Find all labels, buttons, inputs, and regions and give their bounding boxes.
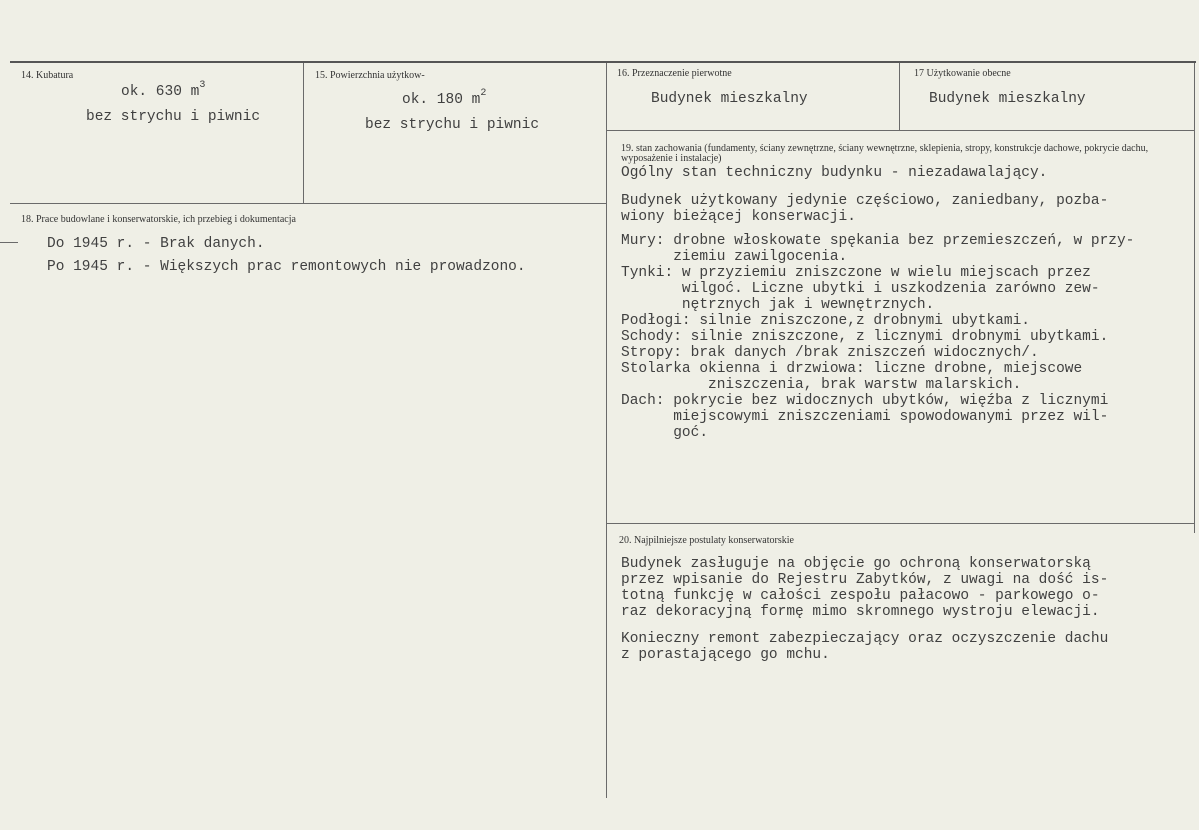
detail-line: Stropy: brak danych /brak zniszczeń widocznych/. bbox=[621, 345, 1039, 361]
margin-tick bbox=[0, 242, 18, 243]
rule-above-20 bbox=[606, 523, 1195, 524]
field-19-label: 19. stan zachowania (fundamenty, ściany zewnętrzne, ściany wewnętrzne, sklepienia, stropy, konstrukcje dachowe, pokrycie dachu, wyposażenie i instalacje) bbox=[621, 143, 1149, 164]
field-16-label: 16. Przeznaczenie pierwotne bbox=[617, 68, 732, 79]
field-20-label: 20. Najpilniejsze postulaty konserwatorskie bbox=[619, 535, 794, 546]
top-border bbox=[10, 61, 1196, 63]
field-20-line: z porastającego go mchu. bbox=[621, 647, 830, 663]
detail-line: Stolarka okienna i drzwiowa: liczne drobne, miejscowe bbox=[621, 361, 1083, 377]
divider-main bbox=[606, 63, 607, 798]
detail-line: Mury: drobne włoskowate spękania bez przemieszczeń, w przy- bbox=[621, 233, 1135, 249]
field-14-number: ok. 630 m bbox=[121, 84, 200, 100]
detail-line: wilgoć. Liczne ubytki i uszkodzenia zarówno zew- bbox=[621, 281, 1100, 297]
field-18-line-1: Do 1945 r. - Brak danych. bbox=[47, 236, 265, 252]
detail-line: nętrznych jak i wewnętrznych. bbox=[621, 297, 935, 313]
field-20-line: Konieczny remont zabezpieczający oraz oczyszczenie dachu bbox=[621, 631, 1109, 647]
detail-line: Podłogi: silnie zniszczone,z drobnymi ubytkami. bbox=[621, 313, 1030, 329]
field-16-value: Budynek mieszkalny bbox=[651, 91, 808, 107]
field-14-value bbox=[121, 80, 206, 102]
field-19-intro bbox=[621, 193, 1108, 225]
divider-16-17 bbox=[899, 63, 900, 130]
right-border bbox=[1194, 63, 1195, 533]
field-17-label: 17 Użytkowanie obecne bbox=[914, 68, 1011, 79]
detail-line: Schody: silnie zniszczone, z licznymi drobnymi ubytkami. bbox=[621, 329, 1109, 345]
rule-under-14-15 bbox=[10, 203, 607, 204]
field-19-intro-line: Budynek użytkowany jedynie częściowo, zaniedbany, pozba- bbox=[621, 193, 1109, 209]
field-20-line: raz dekoracyjną formę mimo skromnego wystroju elewacji. bbox=[621, 604, 1100, 620]
detail-line: Tynki: w przyziemiu zniszczone w wielu miejscach przez bbox=[621, 265, 1091, 281]
field-20-line: Budynek zasługuje na objęcie go ochroną konserwatorską bbox=[621, 556, 1091, 572]
field-20-line: przez wpisanie do Rejestru Zabytków, z uwagi na dość is- bbox=[621, 572, 1109, 588]
field-20-line: totną funkcję w całości zespołu pałacowo - parkowego o- bbox=[621, 588, 1100, 604]
field-15-exponent: 2 bbox=[480, 88, 487, 99]
field-20-para-1 bbox=[621, 556, 1108, 620]
field-19-intro-line: wiony bieżącej konserwacji. bbox=[621, 209, 856, 225]
field-19-general: Ogólny stan techniczny budynku - niezadawalający. bbox=[621, 165, 1048, 181]
detail-line: Dach: pokrycie bez widocznych ubytków, więźba z licznymi bbox=[621, 393, 1109, 409]
field-15-label: 15. Powierzchnia użytkow- bbox=[315, 70, 425, 81]
detail-line: miejscowymi zniszczeniami spowodowanymi przez wil- bbox=[621, 409, 1109, 425]
divider-14-15 bbox=[303, 63, 304, 203]
field-17-value: Budynek mieszkalny bbox=[929, 91, 1086, 107]
field-20-para-2 bbox=[621, 631, 1108, 663]
field-14-note: bez strychu i piwnic bbox=[86, 109, 261, 125]
field-18-line-2: Po 1945 r. - Większych prac remontowych nie prowadzono. bbox=[47, 259, 526, 275]
field-14-label: 14. Kubatura bbox=[21, 70, 74, 81]
field-19-details bbox=[621, 233, 1134, 441]
field-15-note: bez strychu i piwnic bbox=[365, 117, 540, 133]
field-14-exponent: 3 bbox=[199, 80, 206, 91]
detail-line: ziemiu zawilgocenia. bbox=[621, 249, 848, 265]
rule-under-16-17 bbox=[606, 130, 1195, 131]
field-15-number: ok. 180 m bbox=[402, 92, 481, 108]
detail-line: zniszczenia, brak warstw malarskich. bbox=[621, 377, 1022, 393]
field-15-value bbox=[402, 88, 487, 110]
field-18-label: 18. Prace budowlane i konserwatorskie, ich przebieg i dokumentacja bbox=[21, 214, 296, 225]
detail-line: goć. bbox=[621, 425, 709, 441]
